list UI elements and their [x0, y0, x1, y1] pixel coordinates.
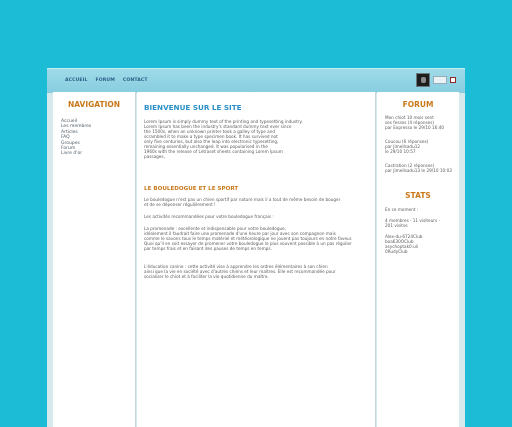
intro-line: only five centuries, but also the leap into electronic typesetting, — [144, 139, 279, 144]
article-title: LE BOULEDOGUE ET LE SPORT — [144, 186, 239, 192]
stats-count-line: 4 membres · 11 visiteurs · — [385, 218, 440, 223]
sidebar-item-faq[interactable]: FAQ — [61, 135, 70, 141]
forum-post-line: par Jimellsadu13 le 29/10 10:03 — [385, 168, 452, 173]
sidebar-item-groupes[interactable]: Groupes — [61, 140, 80, 146]
intro-text — [144, 119, 303, 159]
right-sidebar — [377, 92, 459, 427]
intro-line: 1960s with the release of Letraset sheets containing Lorem Ipsum — [144, 149, 283, 154]
online-member[interactable]: 0RudyClub — [385, 249, 408, 254]
forum-title: FORUM — [402, 100, 434, 109]
online-member[interactable]: asychoptak0:uli — [385, 244, 419, 249]
article-line: socialiser le chiot et à faciliter la vie quotidienne du maître. — [144, 274, 269, 279]
forum-post-line: Coucou (6 réponses) — [385, 139, 429, 144]
article-line: ainsi que la vie en société avec d'autres chiens et leur maîtres. Elle est recommandée pour — [144, 269, 336, 274]
stats-title: STATS — [405, 191, 431, 200]
forum-post-line: Castration (2 réponses) — [385, 163, 435, 168]
sidebar-item-articles[interactable]: Articles — [61, 129, 78, 135]
logout-icon[interactable] — [450, 77, 456, 83]
article-line: Quoi qu'il en soit essayer de promener votre bouledogue le plus souvent possible à un pas régulier — [144, 241, 352, 246]
stats-online-label: En ce moment : — [385, 207, 419, 212]
article-line: et de se dépenser régulièrement ! — [144, 202, 216, 207]
article-line: par temps frais et en faisant des pauses de temps en temps. — [144, 246, 272, 251]
nav-link-forum[interactable]: FORUM — [95, 78, 115, 83]
main-content — [137, 92, 376, 427]
sidebar-item-forum[interactable]: Forum — [61, 146, 76, 152]
top-navigation-bar — [47, 68, 465, 93]
page-title: BIENVENUE SUR LE SITE — [144, 103, 242, 112]
forum-post[interactable] — [385, 139, 461, 154]
forum-post-line: Mon chiot 10 mois sent — [385, 115, 434, 120]
article-line: Les activités recommandées pour votre bouledogue français : — [144, 214, 274, 219]
intro-line: Lorem Ipsum is simply dummy text of the printing and typesetting industry. — [144, 119, 303, 124]
user-tools — [416, 73, 456, 87]
intro-line: the 1500s, when an unknown printer took a galley of type and — [144, 129, 276, 134]
top-nav-links — [65, 78, 148, 83]
intro-line: remaining essentially unchanged. It was popularised in the — [144, 144, 268, 149]
sidebar-item-livre-dor[interactable]: Livre d'or — [61, 151, 83, 157]
avatar[interactable] — [416, 73, 430, 87]
article-paragraph-2 — [144, 214, 274, 219]
stats-counts — [385, 218, 461, 228]
site-container — [47, 68, 465, 427]
article-paragraph-1 — [144, 197, 340, 207]
forum-post-line: le 29/10 10:57 — [385, 149, 416, 154]
article-line: Le bouledogue n'est pas un chien sportif par nature mais il a tout de même besoin de bouger — [144, 197, 341, 202]
intro-line: scrambled it to make a type specimen book. It has survived not — [144, 134, 278, 139]
nav-link-contact[interactable]: CONTACT — [122, 78, 148, 83]
sidebar-item-membres[interactable]: Les membres — [61, 124, 92, 130]
forum-post[interactable] — [385, 115, 461, 130]
user-icon — [421, 77, 426, 83]
navigation-menu — [61, 119, 91, 157]
intro-line: passages, — [144, 154, 165, 159]
stats-count-line: 201 visites — [385, 223, 408, 228]
sidebar-item-accueil[interactable]: Accueil — [61, 119, 78, 124]
article-line: idéalement il faudrait faire une promenade d'une heure par jour avec son compagnon mais — [144, 231, 336, 236]
online-member[interactable]: Alex-du-6724Club — [385, 234, 423, 239]
online-member[interactable]: boa630OClub — [385, 239, 414, 244]
nav-link-accueil[interactable]: ACCUEIL — [65, 78, 88, 83]
intro-line: Lorem Ipsum has been the industry's standard dummy text ever since — [144, 124, 292, 129]
forum-post[interactable] — [385, 163, 461, 173]
forum-post-line: par Expresso le 29/10 16:40 — [385, 125, 445, 130]
forum-post-line: ses fesses (4 réponses) — [385, 120, 435, 125]
article-paragraph-4 — [144, 264, 336, 279]
article-paragraph-3 — [144, 226, 352, 251]
online-members-list — [385, 234, 461, 254]
article-line: L'éducation canine : cette activité vise à apprendre les ordres élémentaires à son chien — [144, 264, 328, 269]
navigation-title: NAVIGATION — [67, 100, 121, 109]
article-line: La promenade : excellente et indispensable pour votre bouledogue, — [144, 226, 287, 231]
small-toolbar-button[interactable] — [433, 76, 447, 84]
navigation-sidebar — [53, 92, 136, 427]
article-line: comme le savons tous le temps matériel et météorologique ne jouent pas toujours en notre faveur. — [144, 236, 353, 241]
forum-post-line: par Jimellsadu12 — [385, 144, 421, 149]
